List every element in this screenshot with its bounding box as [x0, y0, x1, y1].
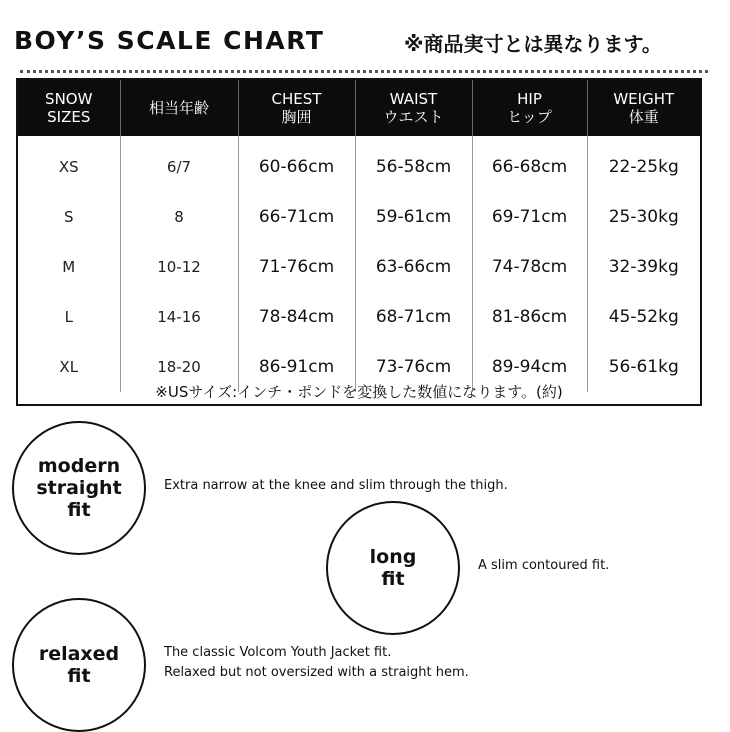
cell-age: 10-12 [120, 242, 238, 292]
cell-hip: 66-68cm [472, 136, 587, 192]
table-row [18, 242, 700, 292]
cell-size: S [63, 208, 74, 226]
table-row [18, 136, 700, 192]
table-row [18, 192, 700, 242]
fit-badge-relaxed: relaxed fit [12, 598, 146, 732]
column-header-weight: WEIGHT 体重 [587, 80, 700, 136]
cell-chest: 66-71cm [238, 192, 355, 242]
cell-hip: 89-94cm [472, 342, 587, 392]
column-header-waist: WAIST ウエスト [355, 80, 472, 136]
cell-waist: 68-71cm [355, 292, 472, 342]
cell-age: 8 [120, 192, 238, 242]
cell-size: XS [58, 158, 79, 176]
column-header-hip: HIP ヒップ [472, 80, 587, 136]
cell-size: M [62, 258, 76, 276]
fit-description-relaxed-line-1: The classic Volcom Youth Jacket fit. [164, 645, 392, 660]
cell-hip: 81-86cm [472, 292, 587, 342]
conversion-footnote: ※USサイズ:インチ・ポンドを変換した数値になります。(約) [155, 383, 563, 401]
fit-badge-long: long fit [326, 501, 460, 635]
cell-chest: 86-91cm [238, 342, 355, 392]
chart-title: BOY’S SCALE CHART [14, 26, 325, 55]
table-header-row [18, 80, 700, 136]
fit-description-relaxed-line-2: Relaxed but not oversized with a straight hem. [164, 665, 469, 680]
cell-weight: 25-30kg [587, 192, 700, 242]
fit-description-relaxed [164, 643, 469, 683]
column-header-chest: CHEST 胸囲 [238, 80, 355, 136]
fit-badge-modern-straight: modern straight fit [12, 421, 146, 555]
cell-age: 6/7 [120, 136, 238, 192]
cell-chest: 71-76cm [238, 242, 355, 292]
column-header-age: 相当年齢 [120, 80, 238, 136]
size-table [18, 80, 700, 392]
table-row [18, 292, 700, 342]
dotted-divider [20, 70, 708, 73]
cell-weight: 56-61kg [587, 342, 700, 392]
cell-weight: 45-52kg [587, 292, 700, 342]
cell-waist: 63-66cm [355, 242, 472, 292]
cell-hip: 74-78cm [472, 242, 587, 292]
cell-waist: 59-61cm [355, 192, 472, 242]
cell-waist: 73-76cm [355, 342, 472, 392]
cell-size: L [64, 308, 73, 326]
cell-weight: 32-39kg [587, 242, 700, 292]
cell-age: 14-16 [120, 292, 238, 342]
cell-weight: 22-25kg [587, 136, 700, 192]
cell-size: XL [59, 358, 79, 376]
size-chart [16, 78, 702, 406]
fit-description-long: A slim contoured fit. [478, 558, 610, 573]
fit-description-modern-straight: Extra narrow at the knee and slim through the thigh. [164, 478, 508, 493]
cell-hip: 69-71cm [472, 192, 587, 242]
column-header-snow-sizes: SNOW SIZES [18, 80, 120, 136]
size-disclaimer: ※商品実寸とは異なります。 [404, 32, 662, 56]
cell-chest: 60-66cm [238, 136, 355, 192]
cell-waist: 56-58cm [355, 136, 472, 192]
cell-chest: 78-84cm [238, 292, 355, 342]
cell-age: 18-20 [120, 342, 238, 392]
